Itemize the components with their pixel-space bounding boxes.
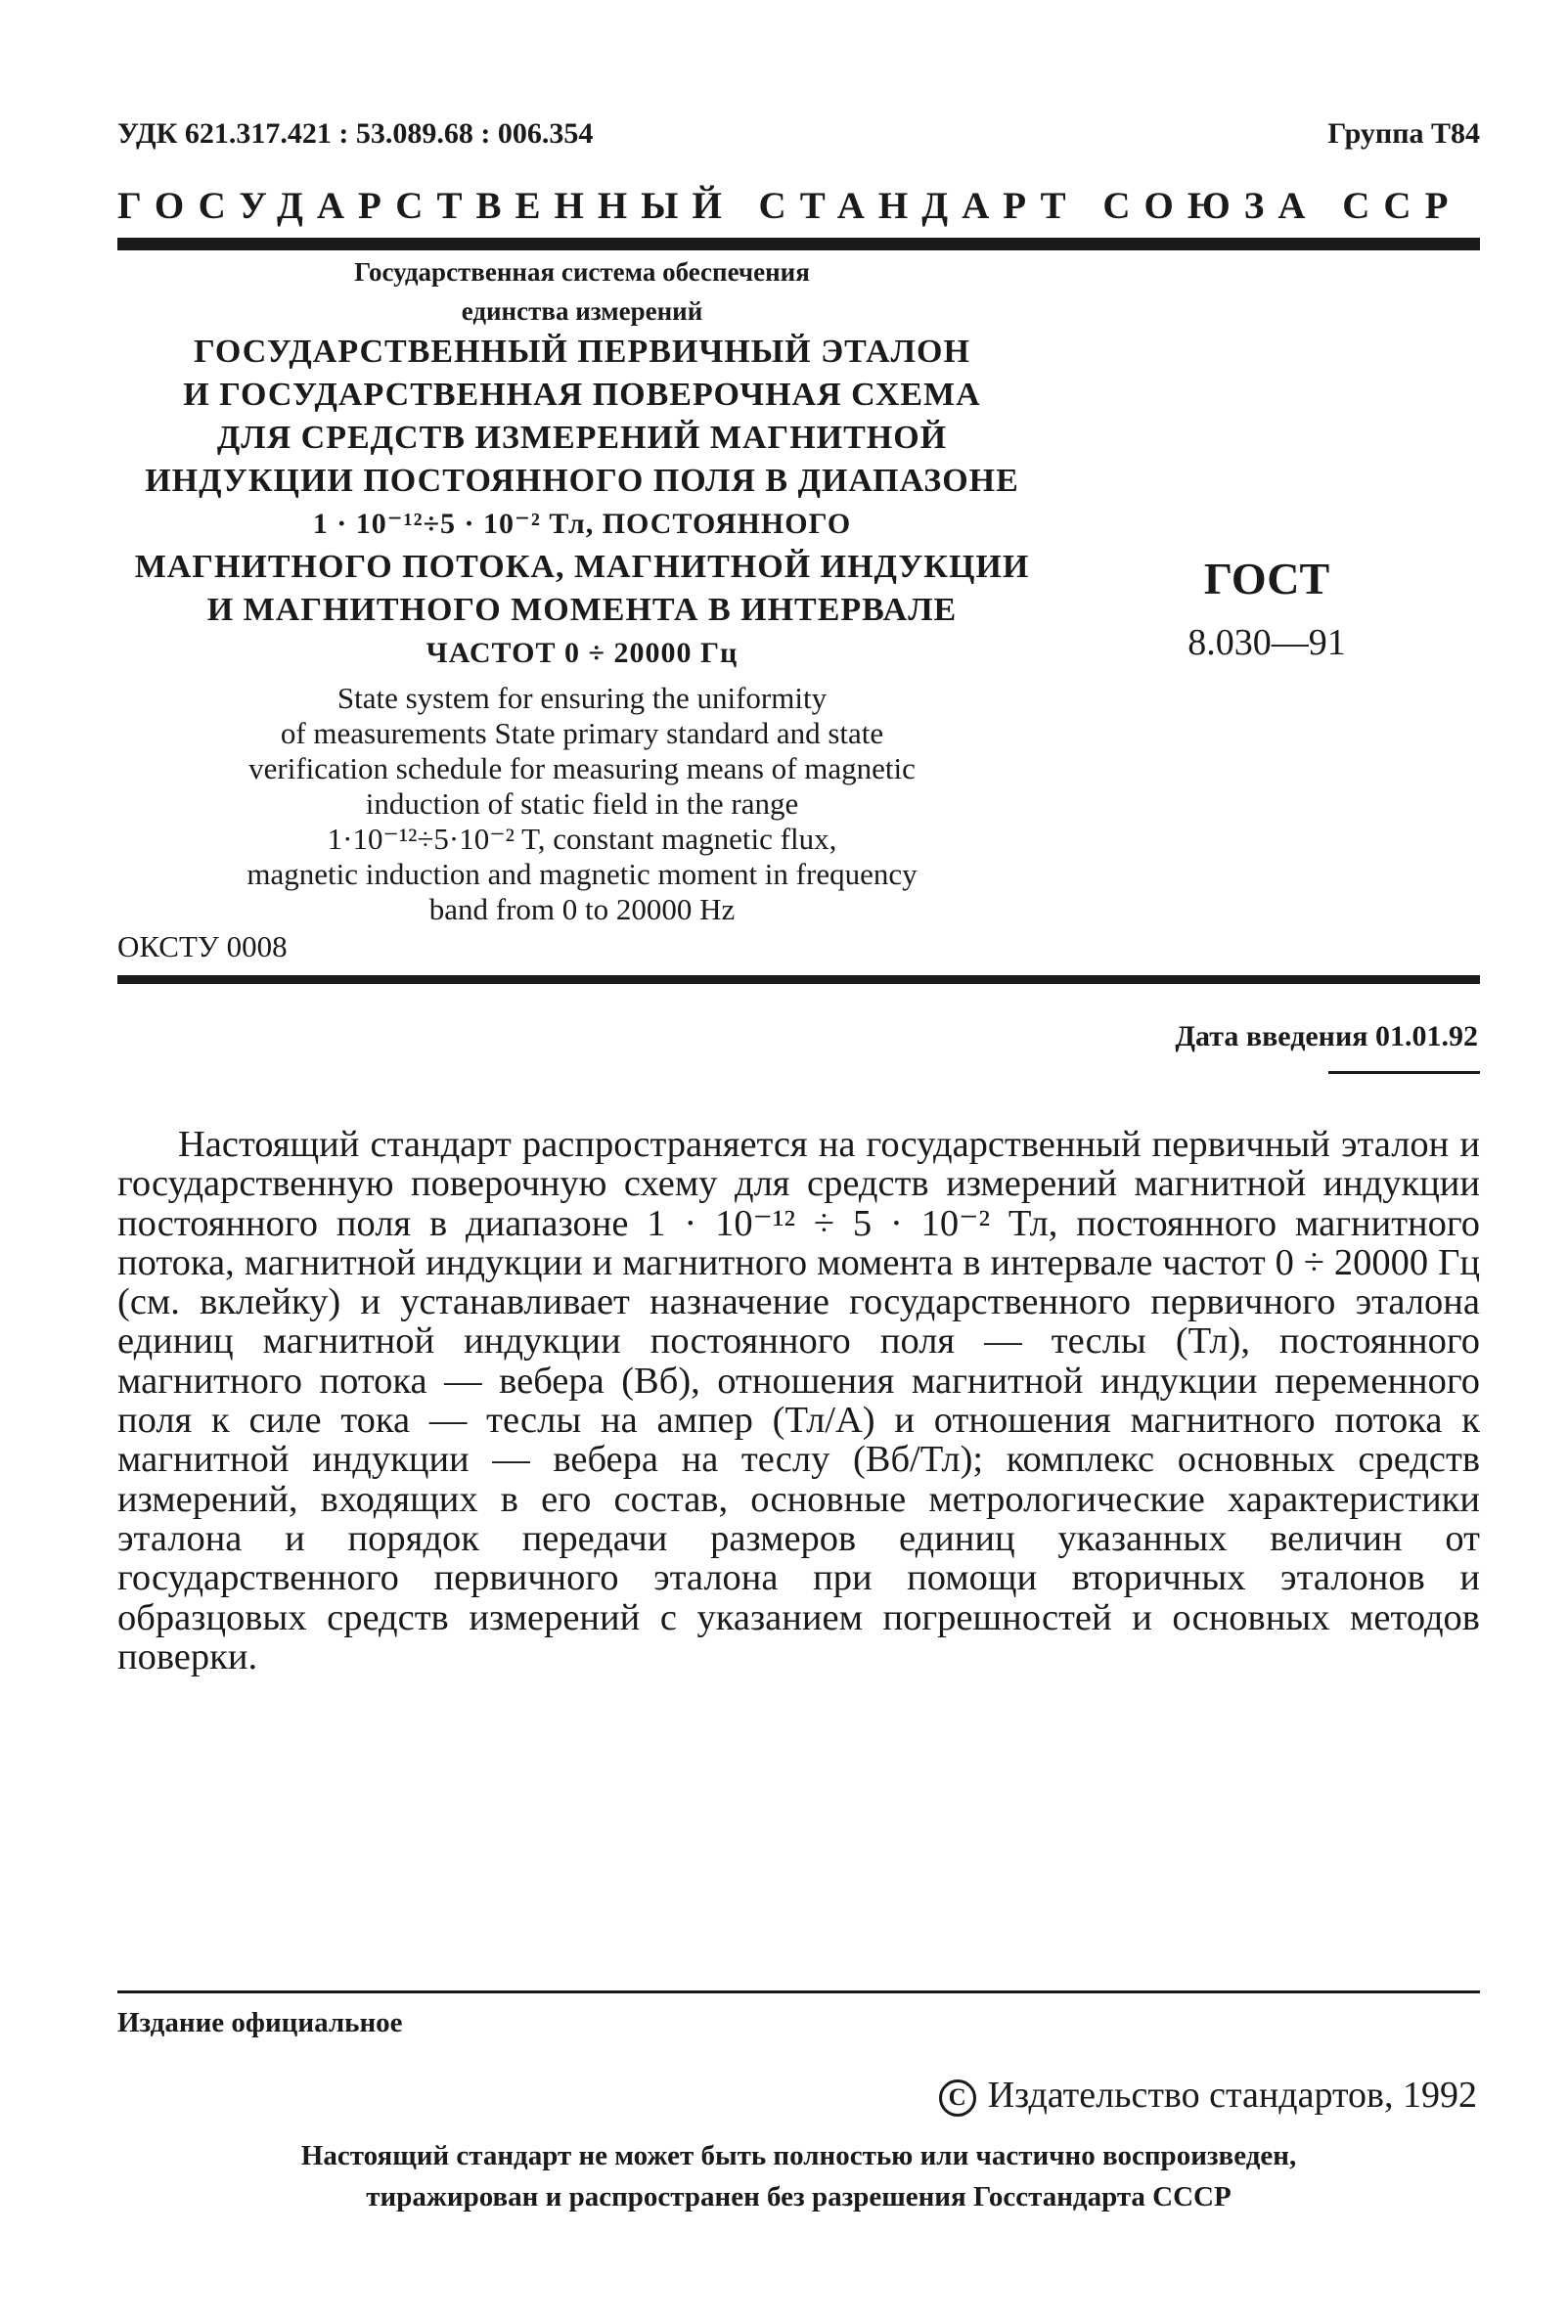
top-rule	[117, 238, 1480, 250]
body-paragraph: Настоящий стандарт распространяется на государственный первичный эталон и государственную поверочную схему для средств измерений магнитной индукции постоянного поля в диапазоне 1 · 10⁻¹² ÷ 5 · 10⁻² Тл, постоянного магнитного потока, магнитной индукции и магнитного момента в интервале частот 0 ÷ 20000 Гц (см. вклейку) и устанавливает назначение государственного первичного эталона единиц магнитной индукции постоянного поля — теслы (Тл), постоянного магнитного потока — вебера (Вб), отношения магнитной индукции переменного поля к силе тока — теслы на ампер (Тл/А) и отношения магнитного потока к магнитной индукции — вебера на теслу (Вб/Тл); комплекс основных средств измерений, входящих в его состав, основные метрологические характеристики эталона и порядок передачи размеров единиц указанных величин от государственного первичного эталона при помощи вторичных эталонов и образцовых средств измерений с указанием погрешностей и основных методов поверки.	[117, 1124, 1480, 1677]
english-title-line: State system for ensuring the uniformity	[336, 681, 828, 715]
notice-line: тиражирован и распространен без разрешения Госстандарта СССР	[366, 2181, 1232, 2212]
english-title-line: band from 0 to 20000 Hz	[428, 892, 736, 926]
title-block	[112, 252, 1052, 927]
gost-label: ГОСТ	[1203, 554, 1330, 603]
title-line: 1 · 10⁻¹²÷5 · 10⁻² Тл, ПОСТОЯННОГО	[312, 508, 852, 540]
udk-code: УДК 621.317.421 : 53.089.68 : 006.354	[117, 117, 594, 150]
group-code: Группа Т84	[1327, 117, 1480, 150]
date-underline	[1328, 1071, 1480, 1074]
notice-line: Настоящий стандарт не может быть полностью или частично воспроизведен,	[300, 2140, 1297, 2171]
bottom-rule	[117, 1990, 1480, 1993]
english-title	[112, 681, 1052, 927]
copyright-icon: С	[939, 2079, 976, 2117]
english-title-line: verification schedule for measuring means of magnetic	[248, 751, 916, 785]
copyright-text: Издательство стандартов, 1992	[987, 2075, 1477, 2116]
body-text	[117, 1125, 1480, 1676]
subtitle-line: Государственная система обеспечения	[354, 257, 810, 287]
okstu-code: ОКСТУ 0008	[117, 929, 288, 963]
edition-label: Издание официальное	[117, 2007, 403, 2038]
copyright-line	[939, 2074, 1477, 2117]
state-standard-banner: ГОСУДАРСТВЕННЫЙ СТАНДАРТ СОЮЗА ССР	[117, 185, 1462, 227]
english-title-line: 1·10⁻¹²÷5·10⁻² T, constant magnetic flux,	[327, 822, 837, 856]
title-line: ИНДУКЦИИ ПОСТОЯННОГО ПОЛЯ В ДИАПАЗОНЕ	[145, 463, 1019, 499]
title-line: ГОСУДАРСТВЕННЫЙ ПЕРВИЧНЫЙ ЭТАЛОН	[194, 334, 970, 370]
title-line: И МАГНИТНОГО МОМЕНТА В ИНТЕРВАЛЕ	[206, 592, 958, 628]
title-line: ДЛЯ СРЕДСТВ ИЗМЕРЕНИЙ МАГНИТНОЙ	[216, 420, 948, 456]
english-title-line: magnetic induction and magnetic moment in frequency	[246, 857, 918, 891]
english-title-line: induction of static field in the range	[365, 786, 799, 821]
title-line: ЧАСТОТ 0 ÷ 20000 Гц	[426, 637, 739, 669]
subtitle-line: единства измерений	[461, 296, 703, 326]
middle-rule	[117, 975, 1480, 984]
english-title-line: of measurements State primary standard and state	[280, 716, 884, 750]
title-line: МАГНИТНОГО ПОТОКА, МАГНИТНОЙ ИНДУКЦИИ	[134, 549, 1030, 585]
reproduction-notice	[117, 2135, 1480, 2217]
introduction-date: Дата введения 01.01.92	[1175, 1020, 1478, 1052]
title-line: И ГОСУДАРСТВЕННАЯ ПОВЕРОЧНАЯ СХЕМА	[183, 377, 981, 413]
gost-number: 8.030—91	[1187, 622, 1346, 663]
